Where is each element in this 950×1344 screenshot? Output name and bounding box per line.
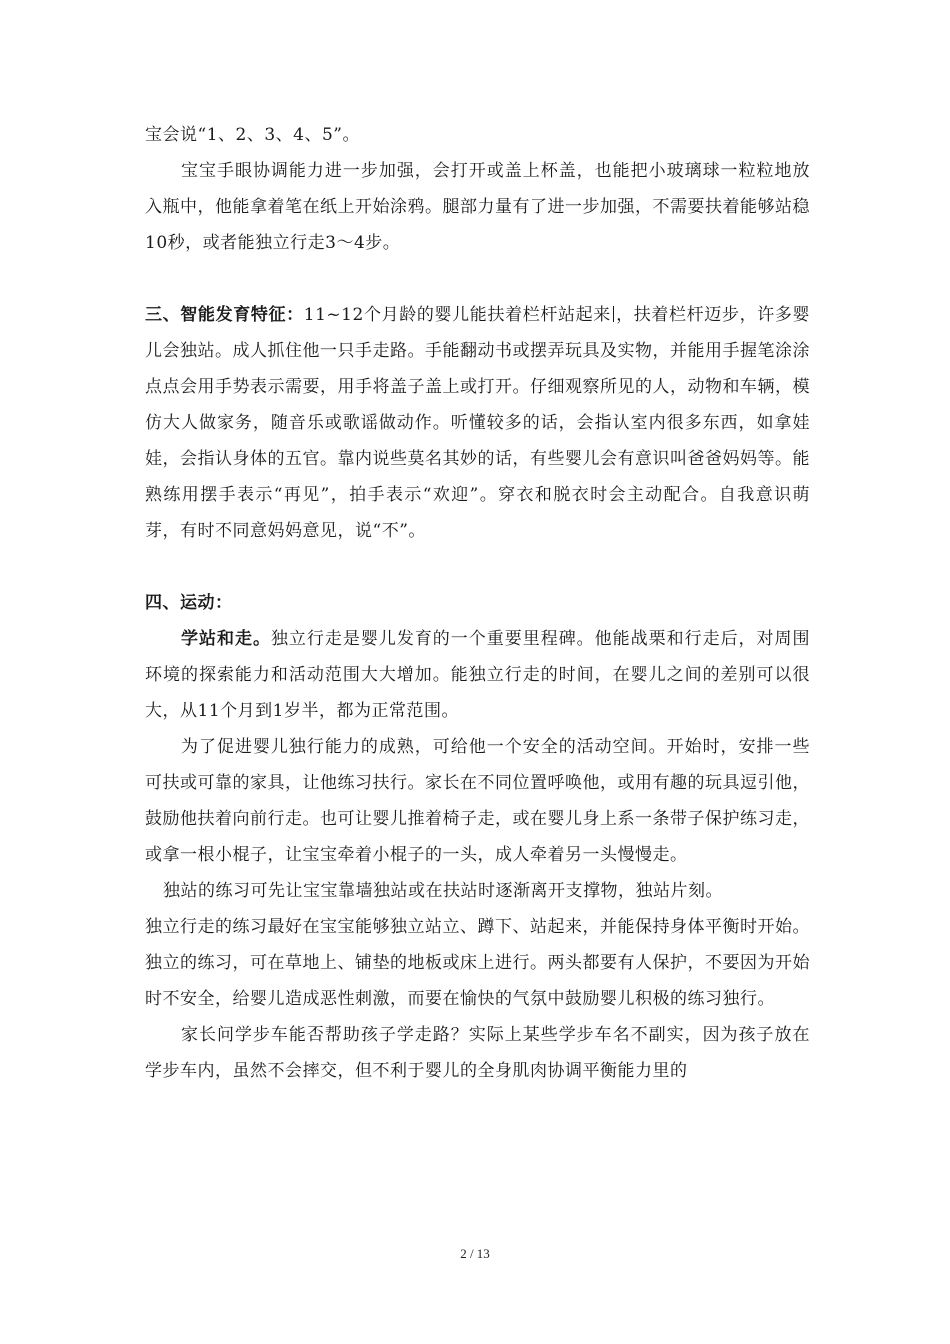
paragraph-stand-walk <box>145 621 810 729</box>
text-cursor <box>613 306 614 322</box>
page-number: 2 / 13 <box>460 1246 490 1261</box>
paragraph-walker: 家长问学步车能否帮助孩子学走路？实际上某些学步车名不副实，因为孩子放在学步车内，虽然不会摔交，但不利于婴儿的全身肌肉协调平衡能力里的 <box>145 1025 810 1081</box>
stand-walk-text: 独立行走是婴儿发育的一个重要里程碑。他能战栗和行走后，对周围环境的探索能力和活动范围大大增加。能独立行走的时间，在婴儿之间的差别可以很大，从11个月到1岁半，都为正常范围。 <box>145 629 811 721</box>
section-heading-motion: 四、运动： <box>145 593 233 613</box>
paragraph-promote-walking: 为了促进婴儿独行能力的成熟，可给他一个安全的活动空间。开始时，安排一些可扶或可靠的家具，让他练习扶行。家长在不同位置呼唤他，或用有趣的玩具逗引他，鼓励他扶着向前行走。也可让婴儿推着椅子走，或在婴儿身上系一条带子保护练习走，或拿一根小棍子，让宝宝牵着小棍子的一头，成人牵着另一头慢慢走。 <box>145 737 810 865</box>
paragraph-counting: 宝会说“1、2、3、4、5”。 <box>145 125 360 145</box>
intelligence-text-a: 11~12个月龄的婴儿能扶着栏杆站起来 <box>303 305 611 325</box>
spacer <box>145 261 810 297</box>
section-heading-intelligence: 三、智能发育特征： <box>145 305 304 325</box>
intelligence-text-b: ，扶着栏杆迈步，许多婴儿会独站。成人抓住他一只手走路。手能翻动书或摆弄玩具及实物，并能用手握笔涂涂点点会用手势表示需要，用手将盖子盖上或打开。仔细观察所见的人，动物和车辆，模仿大人做家务，随音乐或歌谣做动作。听懂较多的话，会指认室内很多东西，如拿娃娃，会指认身体的五官。靠内说些莫名其妙的话，有些婴儿会有意识叫爸爸妈妈等。能熟练用摆手表示“再见”，拍手表示“欢迎”。穿衣和脱衣时会主动配合。自我意识萌芽，有时不同意妈妈意见，说“不”。 <box>145 305 811 541</box>
paragraph-walk-practice: 独立行走的练习最好在宝宝能够独立站立、蹲下、站起来，并能保持身体平衡时开始。独立的练习，可在草地上、铺垫的地板或床上进行。两头都要有人保护，不要因为开始时不安全，给婴儿造成恶性刺激，而要在愉快的气氛中鼓励婴儿积极的练习独行。 <box>145 917 810 1009</box>
page-body <box>145 117 810 1089</box>
paragraph-stand-practice: 独站的练习可先让宝宝靠墙独站或在扶站时逐渐离开支撑物，独站片刻。 <box>163 881 723 901</box>
stand-walk-lead: 学站和走。 <box>181 629 271 649</box>
spacer <box>145 549 810 585</box>
paragraph-hand-eye: 宝宝手眼协调能力进一步加强，会打开或盖上杯盖，也能把小玻璃球一粒粒地放入瓶中，他能拿着笔在纸上开始涂鸦。腿部力量有了进一步加强，不需要扶着能够站稳10秒，或者能独立行走3～4步。 <box>145 161 810 253</box>
paragraph-intelligence <box>145 297 810 549</box>
